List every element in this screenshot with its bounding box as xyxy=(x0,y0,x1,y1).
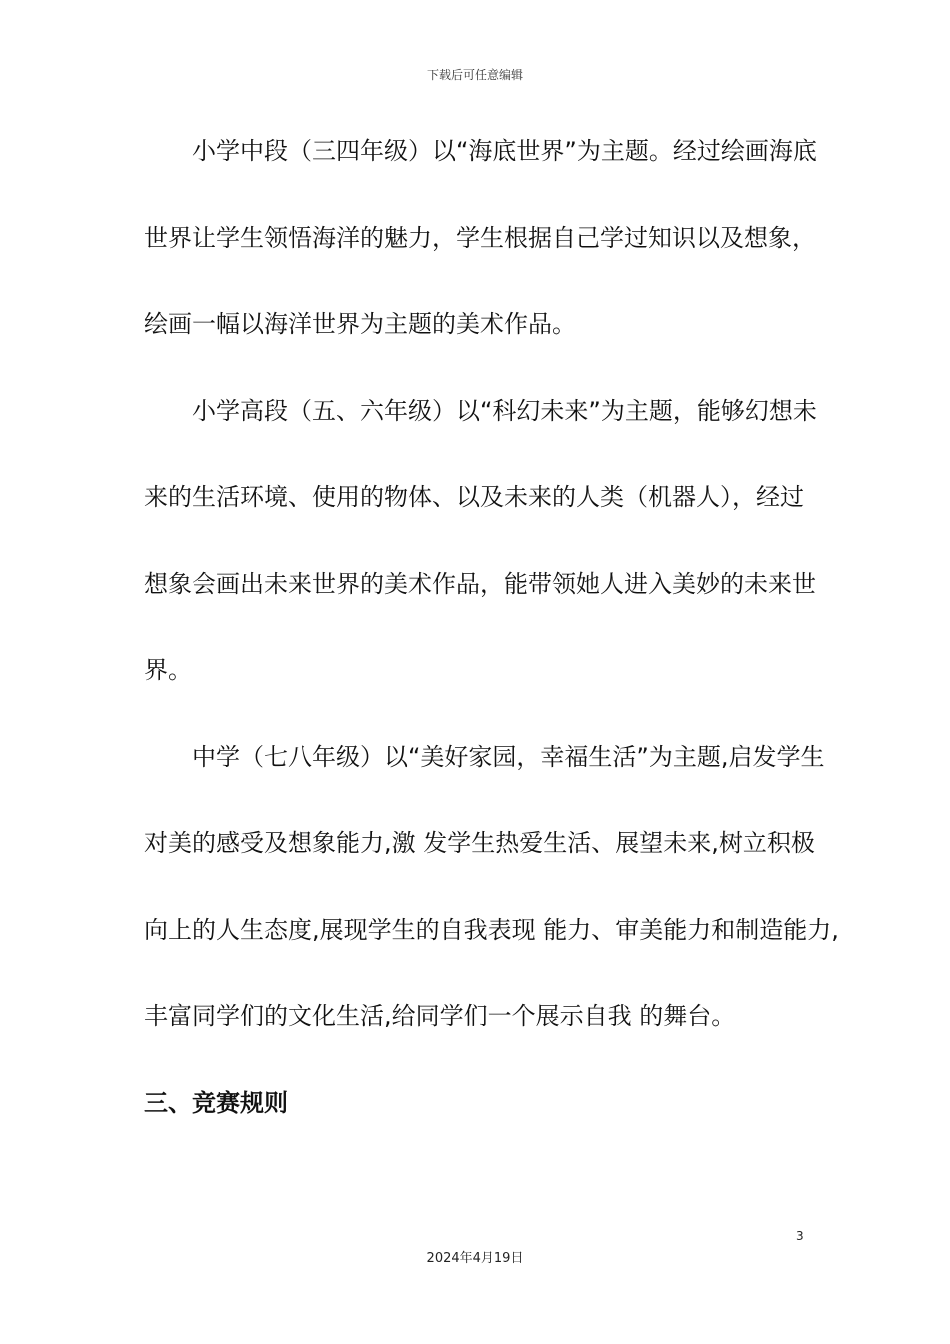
paragraph-line: 向上的人生态度,展现学生的自我表现 能力、审美能力和制造能力, xyxy=(144,915,839,944)
paragraph-line: 小学高段（五、六年级）以“科幻未来”为主题，能够幻想未 xyxy=(192,396,817,425)
paragraph-upper-grades xyxy=(144,368,817,714)
paragraph-line: 丰富同学们的文化生活,给同学们一个展示自我 的舞台。 xyxy=(144,1002,736,1030)
section-heading: 三、竞赛规则 xyxy=(144,1088,288,1117)
paragraph-line: 界。 xyxy=(144,656,192,684)
paragraph-middle-school xyxy=(144,714,839,1060)
header-note: 下载后可任意编辑 xyxy=(426,68,523,82)
paragraph-line: 对美的感受及想象能力,激 发学生热爱生活、展望未来,树立积极 xyxy=(144,829,815,857)
paragraph-line: 小学中段（三四年级）以“海底世界”为主题。经过绘画海底 xyxy=(192,137,817,165)
paragraph-line: 中学（七八年级）以“美好家园，幸福生活”为主题,启发学生 xyxy=(192,742,825,771)
footer-date: 2024年4月19日 xyxy=(426,1251,524,1266)
document-body xyxy=(144,108,839,1146)
paragraph-line: 世界让学生领悟海洋的魅力，学生根据自己学过知识以及想象， xyxy=(144,223,816,252)
paragraph-line: 绘画一幅以海洋世界为主题的美术作品。 xyxy=(144,310,576,338)
paragraph-middle-grades xyxy=(144,108,817,368)
paragraph-line: 来的生活环境、使用的物体、以及未来的人类（机器人），经过 xyxy=(144,483,804,511)
page-number: 3 xyxy=(796,1229,804,1243)
paragraph-line: 想象会画出未来世界的美术作品，能带领她人进入美妙的未来世 xyxy=(144,569,816,598)
